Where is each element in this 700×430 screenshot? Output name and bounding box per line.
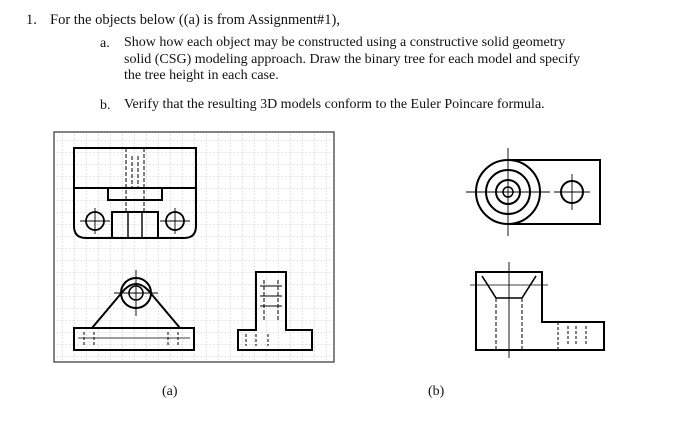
part-a-line-1: Show how each object may be constructed using a constructive solid geometry (124, 35, 566, 50)
b-top-view (466, 148, 600, 236)
part-b-text (124, 97, 684, 114)
figure-a-drawing (50, 128, 340, 368)
part-b-label: b. (100, 98, 111, 113)
caption-a: (a) (162, 384, 178, 399)
part-a-label: a. (100, 36, 110, 51)
part-a-line-2: solid (CSG) modeling approach. Draw the binary tree for each model and specify (124, 51, 581, 67)
figure-b-drawing (450, 140, 620, 365)
question-number: 1. (26, 12, 37, 28)
part-a-line-3: the tree height in each case. (124, 68, 279, 83)
part-a-text (124, 35, 684, 85)
question-stem: For the objects below ((a) is from Assignment#1), (50, 12, 340, 28)
b-front-view (470, 262, 604, 358)
part-b-line-1: Verify that the resulting 3D models conform to the Euler Poincare formula. (124, 97, 545, 112)
caption-b: (b) (428, 384, 445, 399)
